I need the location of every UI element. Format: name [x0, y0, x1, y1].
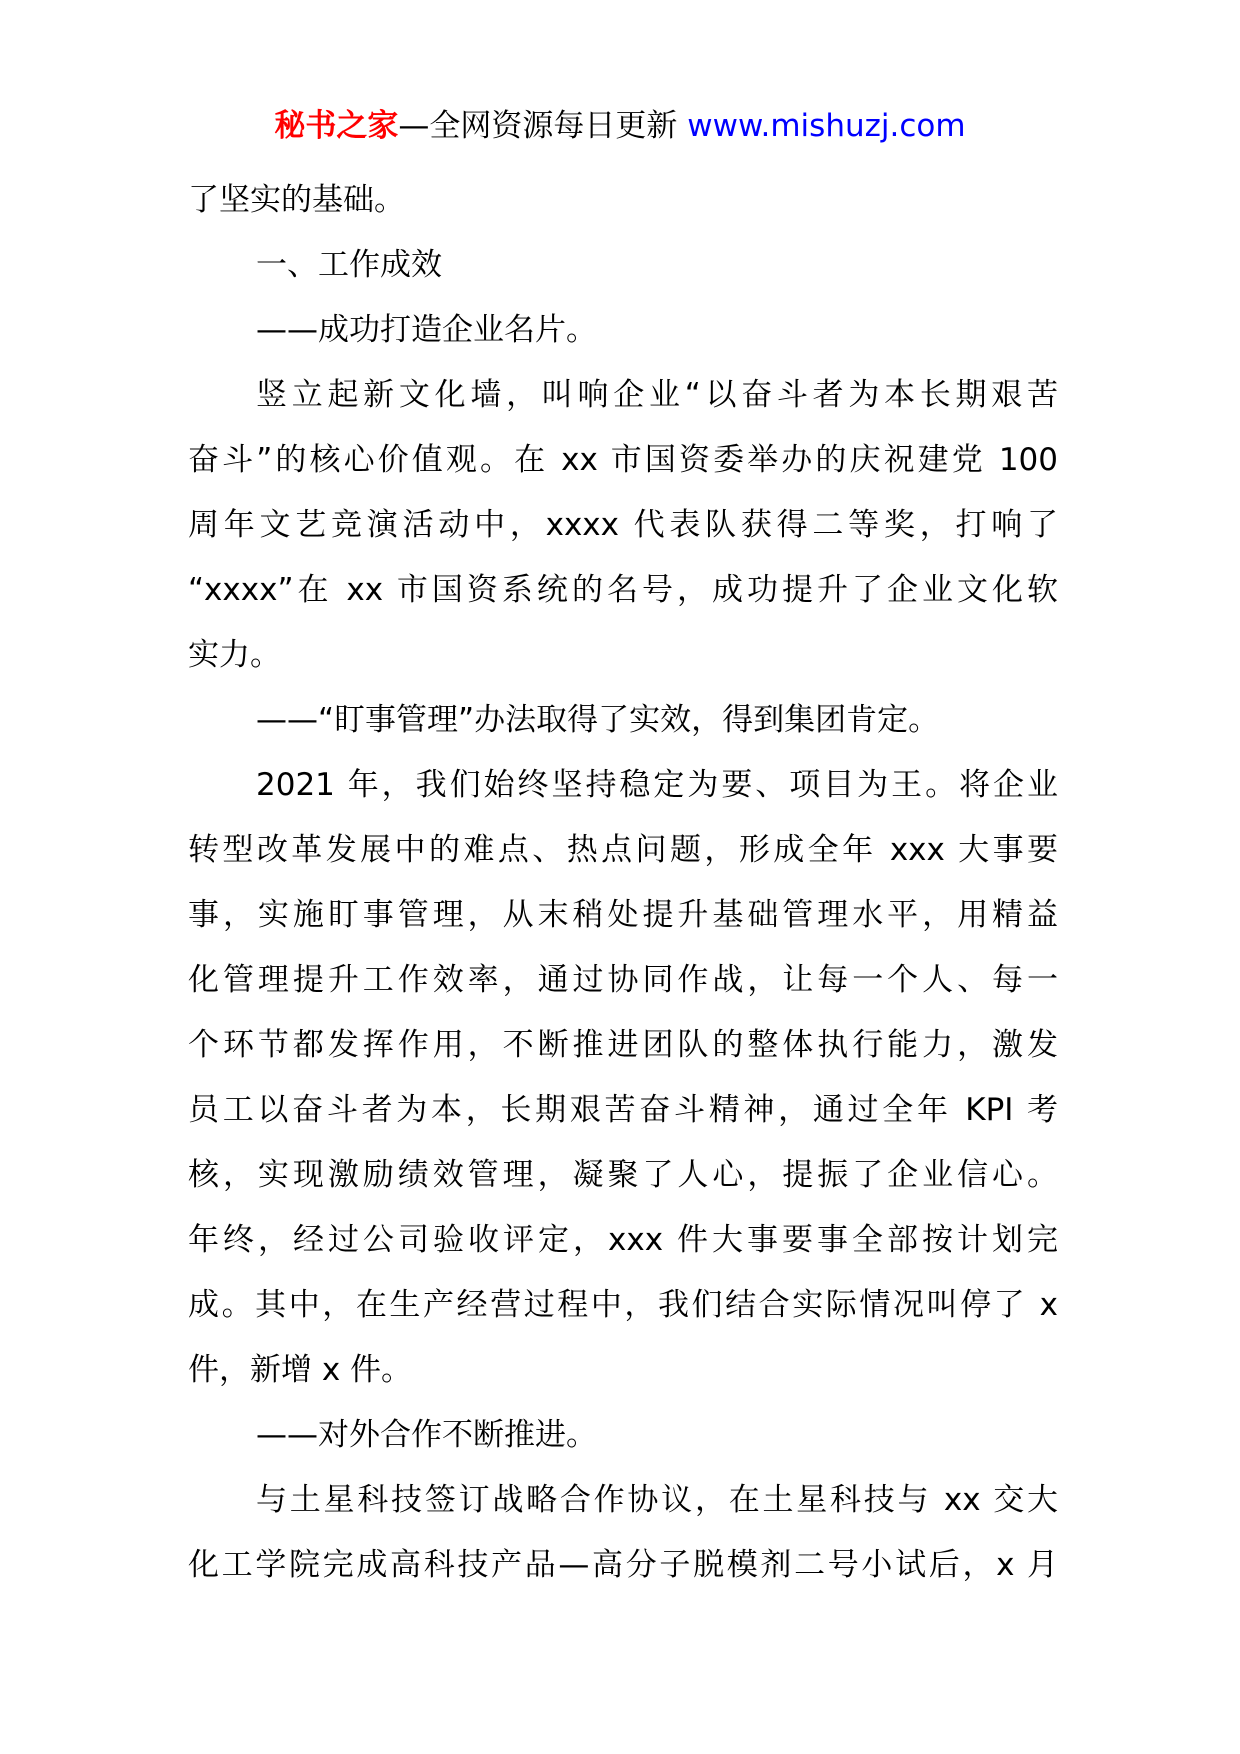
subsection-heading: ——成功打造企业名片。: [256, 312, 597, 348]
text-line: 周年文艺竞演活动中，xxxx 代表队获得二等奖，打响了: [188, 507, 1058, 543]
website-link[interactable]: www.mishuzj.com: [687, 108, 966, 144]
text-line: 件，新增 x 件。: [188, 1352, 413, 1388]
text-line: “xxxx”在 xx 市国资系统的名号，成功提升了企业文化软: [188, 572, 1058, 608]
text-line: 实力。: [188, 637, 281, 673]
text-line: 事，实施盯事管理，从末稍处提升基础管理水平，用精益: [188, 897, 1058, 933]
text-line: 与土星科技签订战略合作协议，在土星科技与 xx 交大: [256, 1482, 1058, 1518]
text-line: 奋斗”的核心价值观。在 xx 市国资委举办的庆祝建党 100: [188, 442, 1058, 478]
text-line: 个环节都发挥作用，不断推进团队的整体执行能力，激发: [188, 1027, 1058, 1063]
text-line: 成。其中，在生产经营过程中，我们结合实际情况叫停了 x: [188, 1287, 1058, 1323]
brand-name: 秘书之家: [274, 108, 399, 144]
text-line: 员工以奋斗者为本，长期艰苦奋斗精神，通过全年 KPI 考: [188, 1092, 1058, 1128]
page-header: [0, 104, 1240, 148]
text-line: 化管理提升工作效率，通过协同作战，让每一个人、每一: [188, 962, 1058, 998]
text-line: 核，实现激励绩效管理，凝聚了人心，提振了企业信心。: [188, 1157, 1058, 1193]
subsection-heading: ——“盯事管理”办法取得了实效，得到集团肯定。: [256, 702, 940, 738]
text-line: 了坚实的基础。: [188, 182, 405, 218]
header-slogan: —全网资源每日更新: [398, 108, 678, 144]
document-body: [188, 168, 1058, 1598]
text-line: 竖立起新文化墙，叫响企业“以奋斗者为本长期艰苦: [256, 377, 1058, 413]
subsection-heading: ——对外合作不断推进。: [256, 1417, 597, 1453]
text-line: 转型改革发展中的难点、热点问题，形成全年 xxx 大事要: [188, 832, 1058, 868]
section-heading: 一、工作成效: [256, 247, 442, 283]
text-line: 化工学院完成高科技产品—高分子脱模剂二号小试后，x 月: [188, 1547, 1058, 1583]
text-line: 年终，经过公司验收评定，xxx 件大事要事全部按计划完: [188, 1222, 1058, 1258]
text-line: 2021 年，我们始终坚持稳定为要、项目为王。将企业: [256, 767, 1058, 803]
